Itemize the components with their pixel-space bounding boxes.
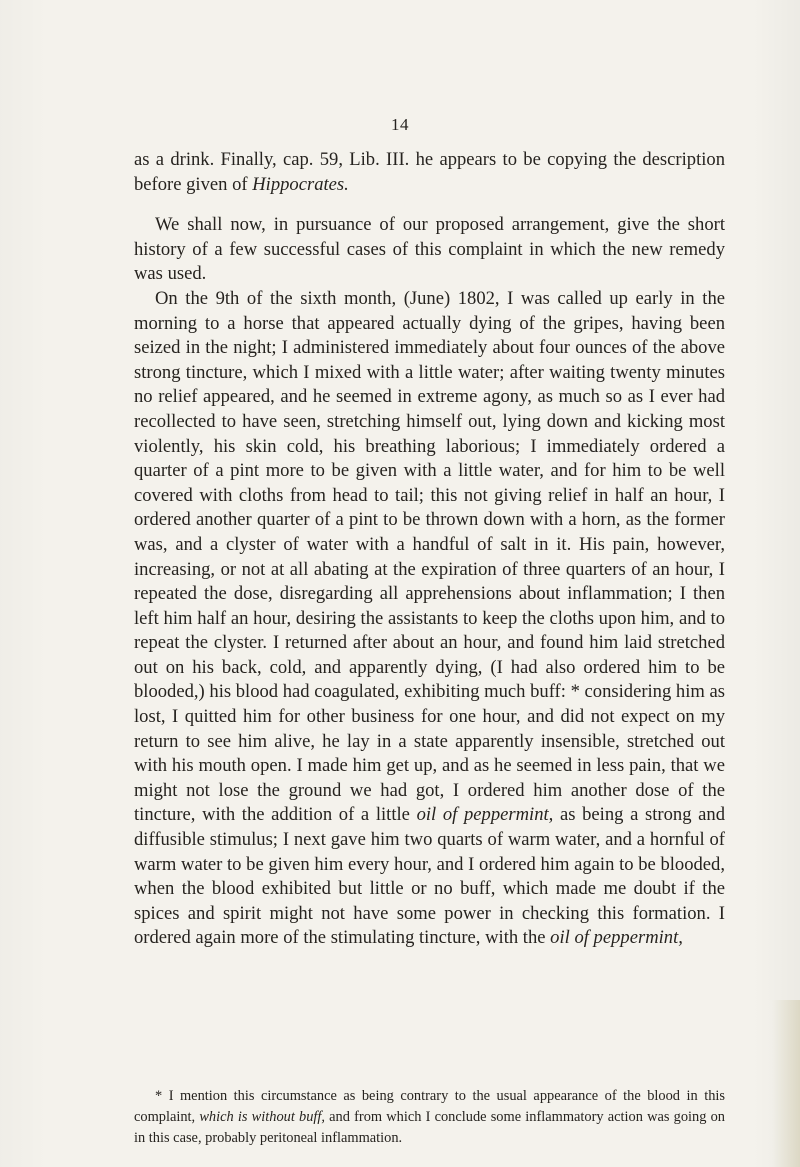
paragraph-1-text: as a drink. Finally, cap. 59, Lib. III. he appears to be copying the description before given of bbox=[134, 149, 725, 195]
footnote-text-b: and from which I conclude some inflammatory action was going on in this case, probably peritoneal inflammation. bbox=[134, 1109, 725, 1146]
body-text bbox=[134, 148, 725, 951]
paragraph-3-text-a: On the 9th of the sixth month, (June) 1802, I was called up early in the morning to a horse that appeared actually dying of the gripes, having been seized in the night; I administered immediately about four ounces of the above strong tincture, which I mixed with a little water; after waiting twenty minutes no relief appeared, and he seemed in extreme agony, as much so as I ever had recollected to have seen, stretching himself out, lying down and kicking most violently, his skin cold, his breathing laborious; I immediately ordered a quarter of a pint more to be given with a little water, and for him to be well covered with cloths from head to tail; this not giving relief in half an hour, I ordered another quarter of a pint to be thrown down with a horn, as the former was, and a clyster of water with a handful of salt in it. His pain, however, increasing, or not at all abating at the expiration of three quarters of an hour, I repeated the dose, disregarding all apprehensions about inflammation; I then left him half an hour, desiring the assistants to keep the cloths upon him, and to repeat the clyster. I returned after about an hour, and found him laid stretched out on his back, cold, and apparently dying, (I had also ordered him to be blooded,) his blood had coagulated, exhibiting much buff: * considering him as lost, I quitted him for other business for one hour, and did not expect on my return to see him alive, he lay in a state apparently insensible, stretched out with his mouth open. I made him get up, and as he seemed in less pain, that we might not lose the ground we had got, I ordered him another dose of the tincture, with the addition of a little bbox=[134, 287, 725, 826]
paragraph-2: We shall now, in pursuance of our proposed arrangement, give the short history of a few successful cases of this complaint in which the new remedy was used. bbox=[134, 214, 725, 285]
paragraph-1 bbox=[134, 148, 725, 197]
paragraph-1-italic: Hippocrates. bbox=[252, 173, 349, 195]
paragraph-3-italic-1: oil of peppermint, bbox=[416, 804, 554, 826]
paragraph-3 bbox=[134, 287, 725, 951]
page-number: 14 bbox=[391, 115, 409, 134]
footnote-italic: which is without buff, bbox=[199, 1109, 325, 1125]
footnote-text bbox=[134, 1086, 725, 1149]
page-edge-stain bbox=[772, 1000, 800, 1167]
footnote-text-a: * I mention this circumstance as being contrary to the usual appearance of the blood in this complaint, bbox=[134, 1088, 725, 1125]
footnote bbox=[134, 1086, 725, 1149]
paragraph-3-italic-2: oil of peppermint, bbox=[550, 927, 683, 949]
paragraph-3-text-b: as being a strong and diffusible stimulus; I next gave him two quarts of warm water, and a hornful of warm water to be given him every hour, and I ordered him again to be blooded, when the blood exhibited but little or no buff, which made me doubt if the spices and spirit might not have some power in checking this formation. I ordered again more of the stimulating tincture, with the bbox=[134, 804, 725, 949]
